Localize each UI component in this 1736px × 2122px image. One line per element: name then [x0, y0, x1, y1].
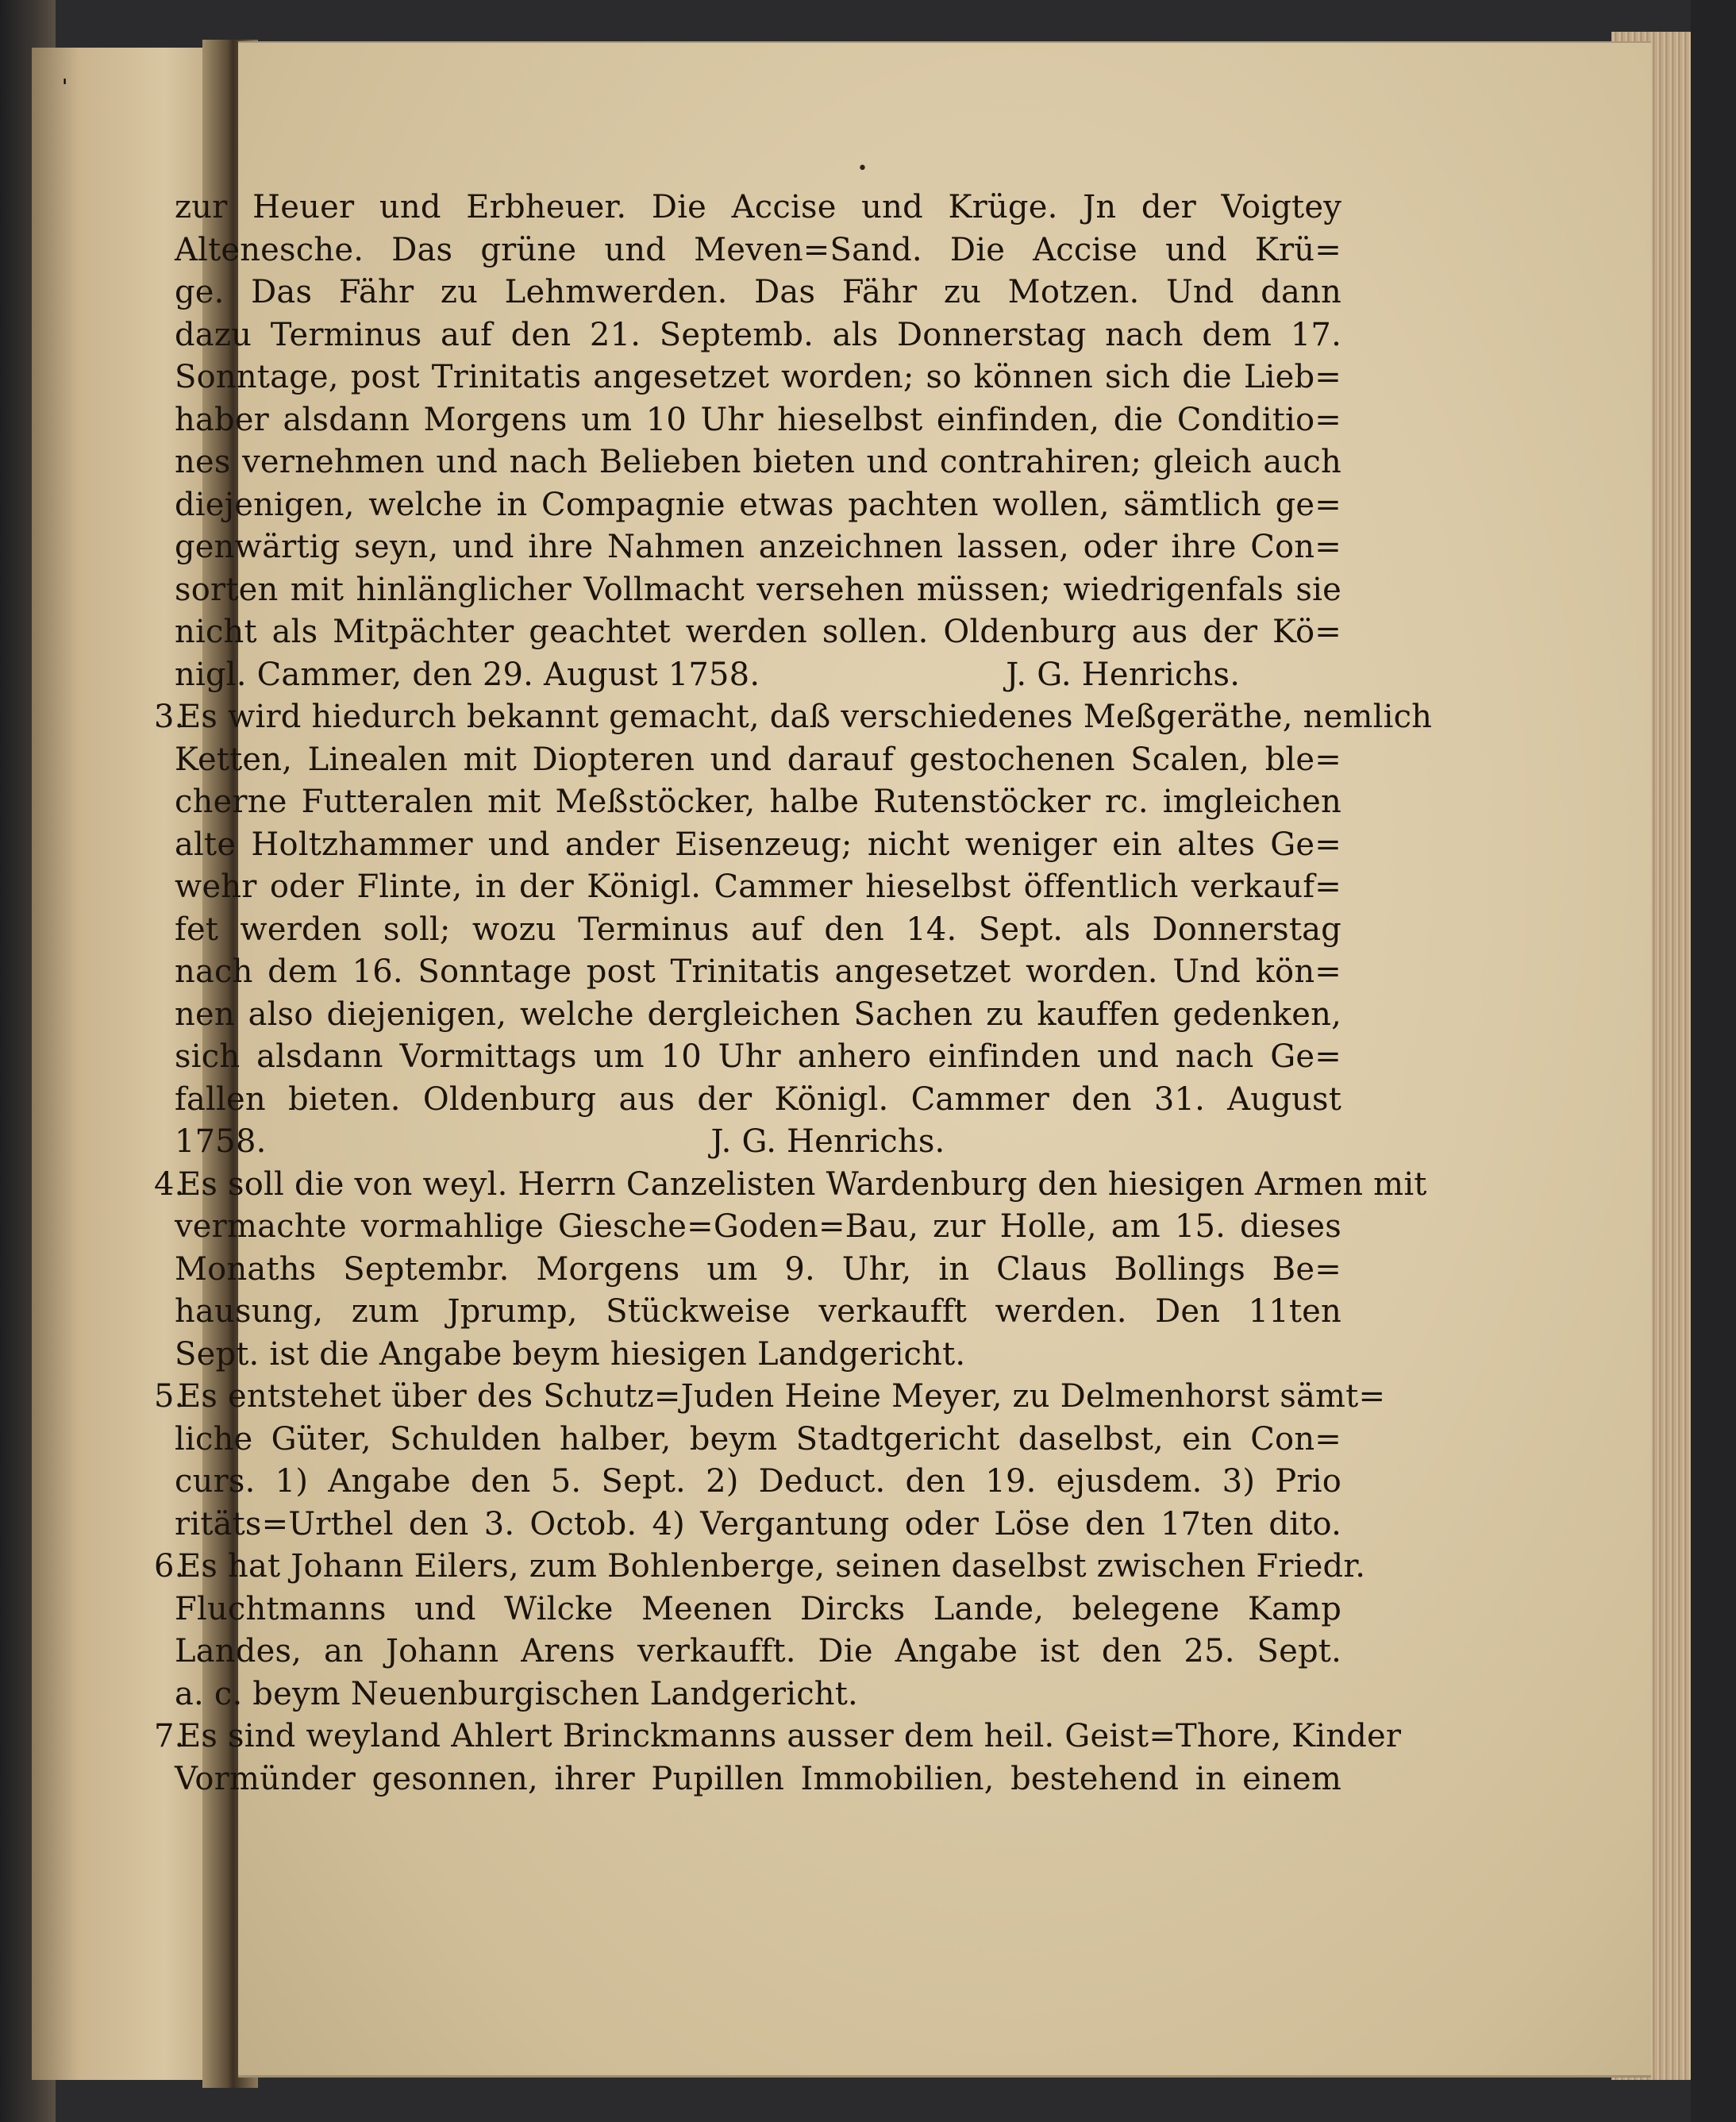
text-line: Landes, an Johann Arens verkaufft. Die Angabe ist den 25. Sept.: [175, 1633, 1341, 1669]
text-line: nicht als Mitpächter geachtet werden sollen. Oldenburg aus der Kö=: [175, 614, 1341, 650]
text-line: Es entstehet über des Schutz=Juden Heine Meyer, zu Delmenhorst sämt=: [178, 1378, 1386, 1415]
text-line: Sept. ist die Angabe beym hiesigen Landgericht.: [175, 1335, 966, 1373]
text-line: Es hat Johann Eilers, zum Bohlenberge, seinen daselbst zwischen Friedr.: [178, 1548, 1366, 1585]
text-line: wehr oder Flinte, in der Königl. Cammer hieselbst öffentlich verkauf=: [175, 868, 1341, 905]
text-line: Altenesche. Das grüne und Meven=Sand. Die Accise und Krü=: [175, 231, 1341, 268]
text-line: genwärtig seyn, und ihre Nahmen anzeichnen lassen, oder ihre Con=: [175, 529, 1341, 565]
text-line: sich alsdann Vormittags um 10 Uhr anhero einfinden und nach Ge=: [175, 1038, 1341, 1075]
entry-number: 4.: [154, 1165, 185, 1203]
entry-number: 7.: [154, 1718, 185, 1754]
ink-speck: •: [857, 159, 868, 179]
text-line: dazu Terminus auf den 21. Septemb. als Donnerstag nach dem 17.: [175, 316, 1341, 353]
text-line: a. c. beym Neuenburgischen Landgericht.: [175, 1675, 858, 1712]
entry-4-first-line: [154, 1164, 1427, 1207]
text-line: Es soll die von weyl. Herrn Canzelisten Wardenburg den hiesigen Armen mit: [178, 1165, 1427, 1203]
text-line: ge. Das Fähr zu Lehmwerden. Das Fähr zu Motzen. Und dann: [175, 274, 1341, 310]
text-line: diejenigen, welche in Compagnie etwas pachten wollen, sämtlich ge=: [175, 486, 1341, 523]
text-line: Vormünder gesonnen, ihrer Pupillen Immobilien, bestehend in einem: [175, 1760, 1341, 1797]
text-line-with-signature: [175, 1121, 1341, 1164]
entry-7-first-line: [154, 1716, 1402, 1758]
text-line: Ketten, Linealen mit Diopteren und darauf gestochenen Scalen, ble=: [175, 741, 1341, 778]
text-line: vermachte vormahlige Giesche=Goden=Bau, zur Holle, am 15. dieses: [175, 1208, 1341, 1245]
text-line: Es wird hiedurch bekannt gemacht, daß verschiedenes Meßgeräthe, nemlich: [178, 699, 1433, 735]
text-line: 1758.: [175, 1123, 267, 1160]
entry-number: 5.: [154, 1378, 185, 1415]
text-line: liche Güter, Schulden halber, beym Stadtgericht daselbst, ein Con=: [175, 1420, 1341, 1458]
text-line-with-signature: [175, 654, 1341, 697]
text-line: Monaths Septembr. Morgens um 9. Uhr, in Claus Bollings Be=: [175, 1250, 1341, 1288]
text-line: fet werden soll; wozu Terminus auf den 14. Sept. als Donnerstag: [175, 911, 1341, 948]
text-line: fallen bieten. Oldenburg aus der Königl. Cammer den 31. August: [175, 1080, 1341, 1118]
entry-6-first-line: [154, 1546, 1366, 1589]
entry-number: 3.: [154, 699, 185, 735]
text-line: curs. 1) Angabe den 5. Sept. 2) Deduct. den 19. ejusdem. 3) Prio: [175, 1463, 1341, 1500]
text-line: sorten mit hinlänglicher Vollmacht versehen müssen; wiedrigenfals sie: [175, 571, 1341, 608]
text-line: nes vernehmen und nach Belieben bieten und contrahiren; gleich auch: [175, 444, 1341, 480]
text-line: zur Heuer und Erbheuer. Die Accise und Krüge. Jn der Voigtey: [175, 189, 1341, 225]
entry-3-first-line: [154, 696, 1433, 739]
text-line: ritäts=Urthel den 3. Octob. 4) Vergantung oder Löse den 17ten dito.: [175, 1505, 1341, 1542]
text-line: haber alsdann Morgens um 10 Uhr hieselbst einfinden, die Conditio=: [175, 401, 1341, 438]
text-line: Sonntage, post Trinitatis angesetzet worden; so können sich die Lieb=: [175, 359, 1341, 395]
text-line: cherne Futteralen mit Meßstöcker, halbe Rutenstöcker rc. imgleichen: [175, 784, 1341, 820]
entry-number: 6.: [154, 1548, 185, 1585]
text-line: nigl. Cammer, den 29. August 1758.: [175, 656, 760, 693]
text-line: Es sind weyland Ahlert Brinckmanns ausser dem heil. Geist=Thore, Kinder: [178, 1718, 1402, 1754]
text-line: nach dem 16. Sonntage post Trinitatis angesetzet worden. Und kön=: [175, 953, 1341, 990]
signature: J. G. Henrichs.: [710, 1123, 945, 1160]
text-line: Fluchtmanns und Wilcke Meenen Dircks Lande, belegene Kamp: [175, 1590, 1341, 1627]
entry-5-first-line: [154, 1376, 1386, 1419]
margin-mark: ': [62, 75, 68, 99]
signature: J. G. Henrichs.: [1006, 656, 1241, 693]
scanner-backdrop-right: [1691, 0, 1736, 2122]
text-line: hausung, zum Jprump, Stückweise verkaufft werden. Den 11ten: [175, 1293, 1341, 1330]
page-text: [154, 187, 1433, 1800]
text-line: nen also diejenigen, welche dergleichen Sachen zu kauffen gedenken,: [175, 996, 1341, 1033]
text-line: alte Holtzhammer und ander Eisenzeug; nicht weniger ein altes Ge=: [175, 826, 1341, 863]
